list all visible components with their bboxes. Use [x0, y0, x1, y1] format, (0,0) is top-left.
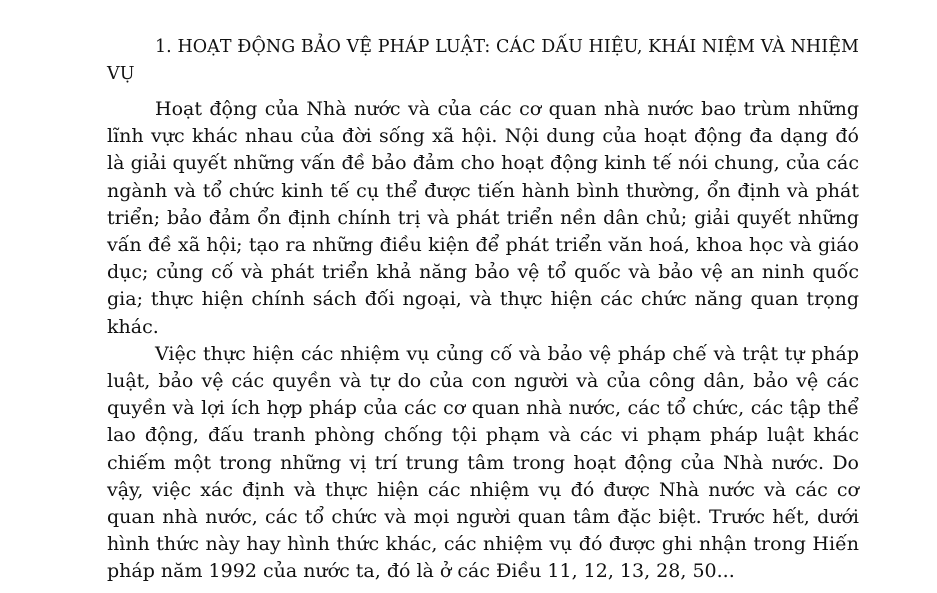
paragraph-2: Việc thực hiện các nhiệm vụ củng cố và bảo vệ pháp chế và trật tự pháp luật, bảo vệ các quyền và tự do của con người và của công dân, bảo vệ các quyền và lợi ích hợp pháp của các cơ quan nhà nước, các tổ chức, các tập thể lao động, đấu tranh phòng chống tội phạm và các vi phạm pháp luật khác chiếm một trong những vị trí trung tâm trong hoạt động của Nhà nước. Do vậy, việc xác định và thực hiện các nhiệm vụ đó được Nhà nước và các cơ quan nhà nước, các tổ chức và mọi người quan tâm đặc biệt. Trước hết, dưới hình thức này hay hình thức khác, các nhiệm vụ đó được ghi nhận trong Hiến pháp năm 1992 của nước ta, đó là ở các Điều 11, 12, 13, 28, 50...	[107, 342, 859, 583]
paragraph-1: Hoạt động của Nhà nước và của các cơ quan nhà nước bao trùm những lĩnh vực khác nhau của đời sống xã hội. Nội dung của hoạt động đa dạng đó là giải quyết những vấn đề bảo đảm cho hoạt động kinh tế nói chung, của các ngành và tổ chức kinh tế cụ thể được tiến hành bình thường, ổn định và phát triển; bảo đảm ổn định chính trị và phát triển nền dân chủ; giải quyết những vấn đề xã hội; tạo ra những điều kiện để phát triển văn hoá, khoa học và giáo dục; củng cố và phát triển khả năng bảo vệ tổ quốc và bảo vệ an ninh quốc gia; thực hiện chính sách đối ngoại, và thực hiện các chức năng quan trọng khác.	[107, 98, 859, 338]
document-page	[107, 34, 859, 586]
section-heading: 1. HOẠT ĐỘNG BẢO VỆ PHÁP LUẬT: CÁC DẤU HIỆU, KHÁI NIỆM VÀ NHIỆM VỤ	[107, 37, 859, 84]
